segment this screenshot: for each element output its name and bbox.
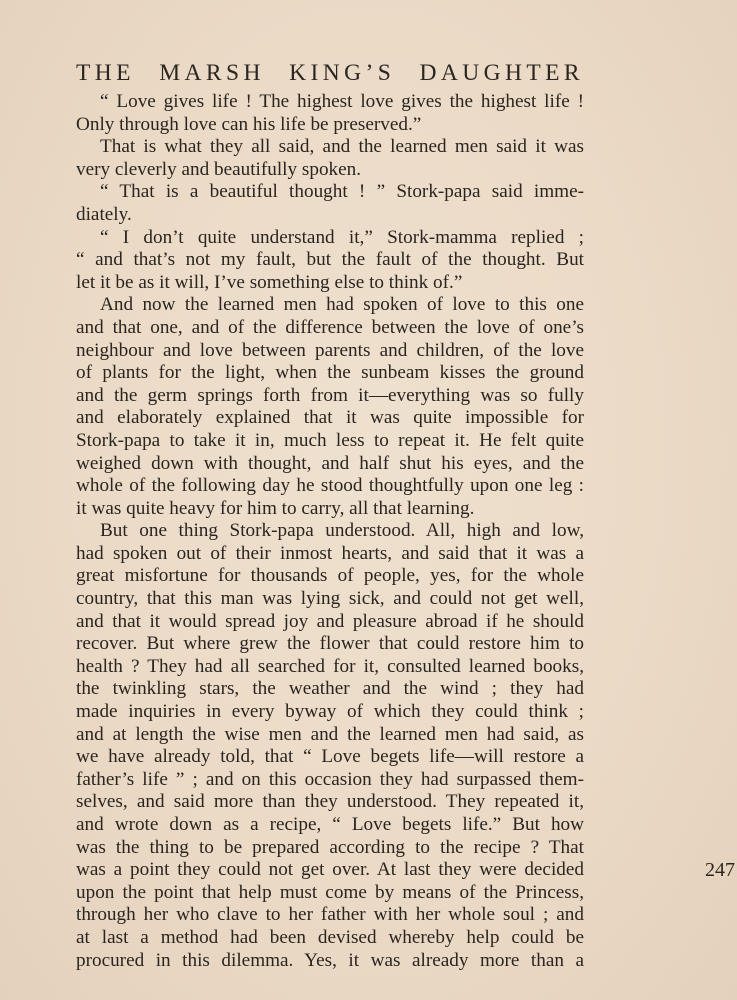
text-line: “ and that’s not my fault, but the fault of the thought. But <box>76 249 584 271</box>
text-line: at last a method had been devised whereby help could be <box>76 926 584 948</box>
text-line: But one thing Stork-papa understood. All, high and low, <box>100 520 584 542</box>
text-line: and elaborately explained that it was quite impossible for <box>76 407 584 429</box>
text-line: of plants for the light, when the sunbeam kisses the ground <box>76 362 584 384</box>
text-line: made inquiries in every byway of which they could think ; <box>76 701 584 723</box>
paragraph <box>76 91 584 136</box>
text-line: the twinkling stars, the weather and the wind ; they had <box>76 678 584 700</box>
text-line: “ Love gives life ! The highest love gives the highest life ! <box>100 91 584 112</box>
text-line: selves, and said more than they understood. They repeated it, <box>76 791 584 813</box>
text-line: we have already told, that “ Love begets life—will restore a <box>76 746 584 768</box>
text-line: neighbour and love between parents and children, of the love <box>76 339 584 361</box>
text-line: it was quite heavy for him to carry, all that learning. <box>76 497 475 519</box>
text-line: country, that this man was lying sick, and could not get well, <box>76 588 584 610</box>
text-line: and that one, and of the difference between the love of one’s <box>76 316 584 338</box>
text-line: weighed down with thought, and half shut his eyes, and the <box>76 452 584 474</box>
paragraph <box>76 227 584 295</box>
text-line: and at length the wise men and the learned men had said, as <box>76 723 584 745</box>
text-line: father’s life ” ; and on this occasion they had surpassed them- <box>76 768 584 790</box>
text-line: through her who clave to her father with her whole soul ; and <box>76 904 584 926</box>
paragraph <box>76 136 584 181</box>
text-line: very cleverly and beautifully spoken. <box>76 158 362 180</box>
text-line: whole of the following day he stood thoughtfully upon one leg : <box>76 475 584 497</box>
text-line: That is what they all said, and the learned men said it was <box>100 136 584 158</box>
text-line: Only through love can his life be preserved.” <box>76 113 422 135</box>
body-text <box>76 91 584 972</box>
text-line: recover. But where grew the flower that could restore him to <box>76 633 584 655</box>
text-line: upon the point that help must come by means of the Princess, <box>76 881 584 903</box>
running-head: THE MARSH KING’S DAUGHTER <box>76 60 584 86</box>
text-line: “ That is a beautiful thought ! ” Stork-papa said imme- <box>100 181 584 203</box>
text-line: was a point they could not get over. At last they were decided <box>76 859 584 881</box>
book-page <box>76 58 584 972</box>
text-line: and the germ springs forth from it—everything was so fully <box>76 384 584 406</box>
paragraph <box>76 181 584 226</box>
text-line: and wrote down as a recipe, “ Love begets life.” But how <box>76 814 584 835</box>
text-line: let it be as it will, I’ve something else to think of.” <box>76 271 463 293</box>
text-line: health ? They had all searched for it, consulted learned books, <box>76 655 584 677</box>
text-line: great misfortune for thousands of people, yes, for the whole <box>76 565 584 587</box>
page-number: 247 <box>705 859 735 881</box>
text-line: was the thing to be prepared according to the recipe ? That <box>76 836 584 858</box>
paragraph <box>76 520 584 972</box>
text-line: had spoken out of their inmost hearts, and said that it was a <box>76 542 584 564</box>
text-line: “ I don’t quite understand it,” Stork-mamma replied ; <box>100 226 584 248</box>
paragraph <box>76 294 584 520</box>
text-line: Stork-papa to take it in, much less to repeat it. He felt quite <box>76 429 584 451</box>
text-line: procured in this dilemma. Yes, it was already more than a <box>76 949 584 971</box>
text-line: And now the learned men had spoken of love to this one <box>100 294 584 316</box>
text-line: and that it would spread joy and pleasure abroad if he should <box>76 610 584 632</box>
text-line: diately. <box>76 203 132 225</box>
